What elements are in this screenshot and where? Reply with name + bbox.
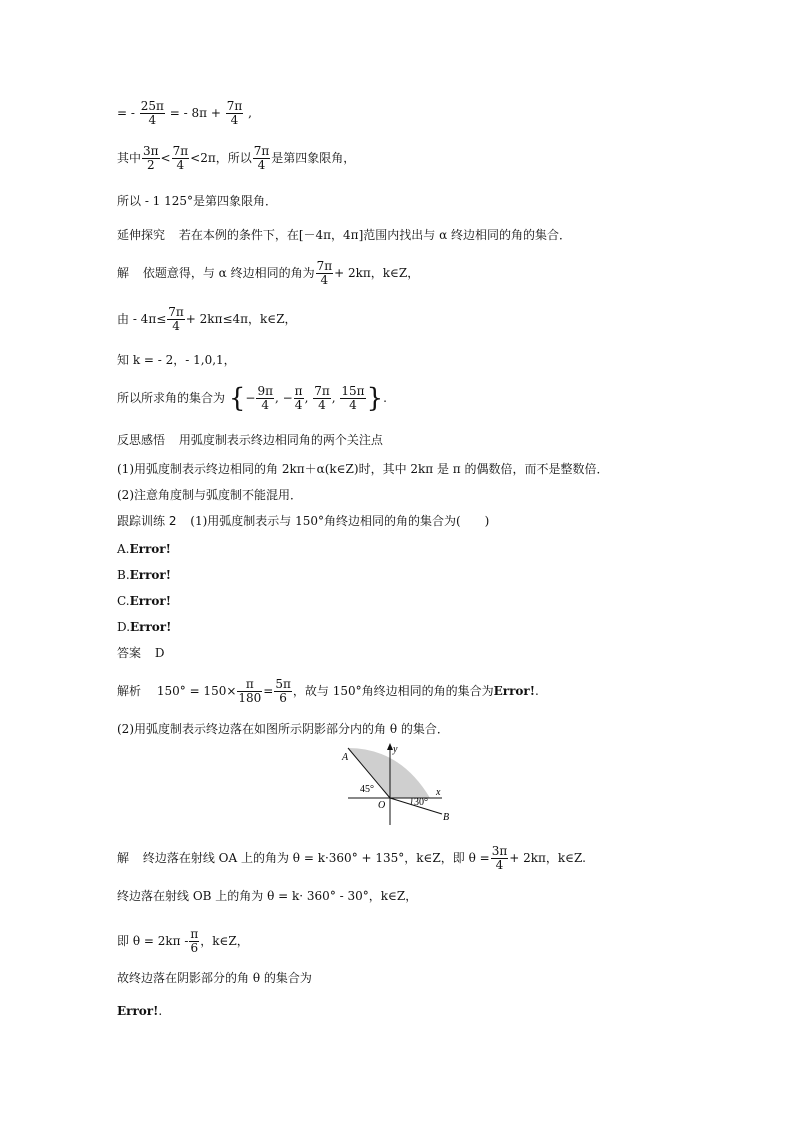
answer-line (117, 645, 164, 661)
eq-middle: = - 8π + (169, 106, 221, 120)
fraction-7pi-4: $\frac{7\pi}{4}$ (226, 99, 243, 127)
fraction-9pi-4: $\frac{9\pi}{4}$ (257, 384, 273, 412)
fraction-3pi-4: $\frac{3\pi}{4}$ (491, 844, 508, 872)
angle-arc-30 (411, 798, 412, 805)
analysis-line: 解析 150° = 150× $\frac{\pi}{180}$ = $\frac{5\pi}{6}$ ，故与 150°角终边相同的角的集合为Error!. (117, 677, 539, 705)
solution2-line-1: 解 终边落在射线 OA 上的角为 θ = k·360° + 135°，k∈Z，即 θ = $\frac{3\pi}{4}$ + 2kπ，k∈Z. (117, 844, 586, 872)
solution-label: 解 (117, 851, 130, 865)
fraction-7pi-4: $\frac{7\pi}{4}$ (168, 305, 184, 333)
solution-line-1: 解 依题意得，与 α 终边相同的角为 $\frac{7\pi}{4}$ + 2kπ，k∈Z， (117, 259, 420, 287)
solution2-line-2: 终边落在射线 OB 上的角为 θ = k· 360° - 30°，k∈Z， (117, 889, 418, 903)
label-y: y (393, 744, 398, 755)
fraction-3pi-2: $\frac{3\pi}{2}$ (143, 144, 159, 172)
solution-label: 解 (117, 266, 130, 280)
option-b: B.Error! (117, 568, 172, 582)
fraction-15pi-4: $\frac{15\pi}{4}$ (341, 384, 365, 412)
practice-label: 跟踪训练 2 (117, 514, 177, 528)
label-a: A (342, 752, 349, 763)
fraction-5pi-6: $\frac{5\pi}{6}$ (275, 677, 291, 705)
fraction-7pi-4: $\frac{7\pi}{4}$ (316, 259, 333, 287)
fraction-25pi-4: $\frac{25\pi}{4}$ (140, 99, 164, 127)
fraction-7pi-4: $\frac{7\pi}{4}$ (314, 384, 330, 412)
option-a: A.Error! (117, 542, 171, 556)
solution2-line-3: 即 θ = 2kπ - $\frac{\pi}{6}$ ，k∈Z， (117, 927, 249, 955)
reflection-point-1: (1)用弧度制表示终边相同的角 2kπ＋α(k∈Z)时，其中 2kπ 是 π 的偶数倍，而不是整数倍． (117, 462, 609, 476)
label-30: 30° (414, 797, 428, 808)
option-d: D.Error! (117, 620, 172, 634)
fraction-pi-4: $\frac{\pi}{4}$ (294, 384, 303, 412)
extension-label: 延伸探究 (117, 228, 166, 242)
solution2-line-4: 故终边落在阴影部分的角 θ 的集合为 (117, 971, 312, 985)
fraction-pi-180: $\frac{\pi}{180}$ (238, 677, 262, 705)
label-45: 45° (360, 784, 374, 795)
option-c: C.Error! (117, 594, 171, 608)
reflection-point-2: (2)注意角度制与弧度制不能混用． (117, 488, 302, 502)
angle-figure (330, 740, 460, 830)
equation-line-1: = - $\frac{25\pi}{4}$ = - 8π + $\frac{7\pi}{4}$ , (117, 99, 252, 127)
answer-label: 答案 (117, 646, 142, 660)
label-o: O (378, 800, 386, 811)
answer-value: D (154, 646, 165, 660)
solution2-line-5: Error!. (117, 1004, 163, 1018)
eq-prefix: = - (117, 106, 135, 120)
analysis-label: 解析 (117, 684, 142, 698)
practice-line: 跟踪训练 2 (1)用弧度制表示与 150°角终边相同的角的集合为( ) (117, 514, 490, 528)
reflection-label: 反思感悟 (117, 433, 166, 447)
label-b: B (443, 812, 450, 823)
fraction-7pi-4: $\frac{7\pi}{4}$ (172, 144, 189, 172)
solution-line-2: 由 - 4π≤ $\frac{7\pi}{4}$ + 2kπ≤4π，k∈Z， (117, 305, 297, 333)
question-2: (2)用弧度制表示终边落在如图所示阴影部分内的角 θ 的集合． (117, 722, 449, 736)
reflection-line: 反思感悟 用弧度制表示终边相同角的两个关注点 (117, 433, 383, 447)
text-line-k-values: 知 k = - 2，- 1,0,1， (117, 353, 236, 367)
text-line-3: 所以 - 1 125°是第四象限角． (117, 194, 278, 208)
fraction-7pi-4: $\frac{7\pi}{4}$ (253, 144, 270, 172)
label-x: x (436, 787, 441, 798)
fraction-pi-6: $\frac{\pi}{6}$ (190, 927, 199, 955)
set-result-line: 所以所求角的集合为 {− $\frac{9\pi}{4}$ , − $\frac{\pi}{4}$ , $\frac{7\pi}{4}$ , $\frac{15\pi}{4}$ }. (117, 383, 387, 414)
equation-line-2: 其中 $\frac{3\pi}{2}$ < $\frac{7\pi}{4}$ <2π，所以 $\frac{7\pi}{4}$ 是第四象限角， (117, 144, 356, 172)
extension-line: 延伸探究 若在本例的条件下，在[－4π，4π]范围内找出与 α 终边相同的角的集合． (117, 228, 571, 242)
